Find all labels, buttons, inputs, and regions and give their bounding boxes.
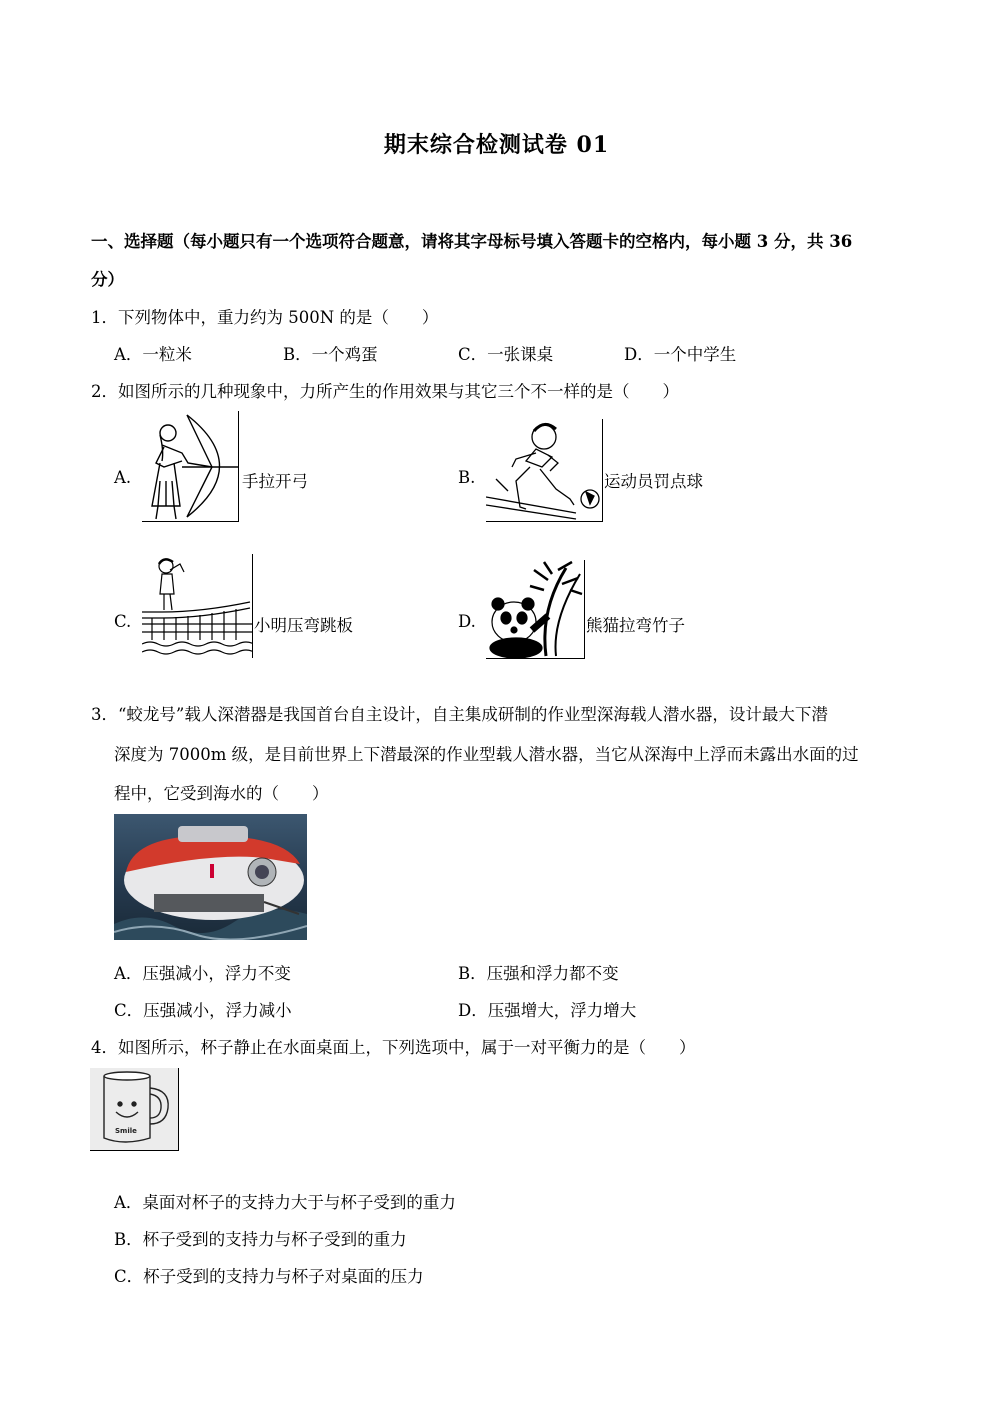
submersible-photo bbox=[114, 814, 307, 940]
panda-image bbox=[486, 560, 585, 659]
q4-option-a: A．桌面对杯子的支持力大于与杯子受到的重力 bbox=[114, 1193, 456, 1212]
q2-option-d-caption: 熊猫拉弯竹子 bbox=[586, 616, 685, 635]
q2-option-a-letter: A. bbox=[114, 468, 132, 487]
mug-image bbox=[90, 1068, 179, 1151]
page-title: 期末综合检测试卷 01 bbox=[383, 132, 610, 158]
panda-drawing bbox=[486, 560, 584, 658]
section-heading-cont: 分） bbox=[91, 270, 124, 289]
q3-option-b: B．压强和浮力都不变 bbox=[458, 964, 619, 983]
q3-option-a: A．压强减小，浮力不变 bbox=[114, 964, 291, 983]
q2-option-b-caption: 运动员罚点球 bbox=[604, 472, 703, 491]
archer-drawing bbox=[142, 411, 238, 521]
mug-text: Smile bbox=[115, 1127, 137, 1135]
q4-option-c: C．杯子受到的支持力与杯子对桌面的压力 bbox=[114, 1267, 424, 1286]
section-heading: 一、选择题（每小题只有一个选项符合题意，请将其字母标号填入答题卡的空格内，每小题 3 分，共 36 bbox=[91, 232, 853, 251]
mug-drawing bbox=[90, 1068, 178, 1150]
q1-option-d: D．一个中学生 bbox=[624, 345, 737, 364]
question-2-stem: 2．如图所示的几种现象中，力所产生的作用效果与其它三个不一样的是（ ） bbox=[91, 382, 679, 401]
q2-option-a-caption: 手拉开弓 bbox=[242, 472, 308, 491]
q3-option-d: D．压强增大，浮力增大 bbox=[458, 1001, 637, 1020]
q1-option-a: A．一粒米 bbox=[114, 345, 192, 364]
question-3-stem: 3．“蛟龙号”载人深潜器是我国首台自主设计，自主集成研制的作业型深海载人潜水器，设计最大下潜 bbox=[91, 705, 828, 724]
question-3-stem-line3: 程中，它受到海水的（ ） bbox=[114, 784, 329, 803]
submersible-drawing bbox=[114, 814, 307, 940]
footballer-drawing bbox=[486, 419, 602, 521]
question-1-stem: 1．下列物体中，重力约为 500N 的是（ ） bbox=[91, 308, 439, 327]
diving-board-image bbox=[142, 554, 253, 658]
footballer-image bbox=[486, 419, 603, 522]
q2-option-c-caption: 小明压弯跳板 bbox=[254, 616, 353, 635]
question-3-stem-line2: 深度为 7000m 级，是目前世界上下潜最深的作业型载人潜水器，当它从深海中上浮而未露出水面的过 bbox=[114, 745, 859, 764]
q2-option-d-letter: D. bbox=[458, 612, 476, 631]
question-4-stem: 4．如图所示，杯子静止在水面桌面上，下列选项中，属于一对平衡力的是（ ） bbox=[91, 1038, 696, 1057]
q2-option-c-letter: C. bbox=[114, 612, 132, 631]
diving-board-drawing bbox=[142, 554, 252, 658]
q1-option-c: C．一张课桌 bbox=[458, 345, 554, 364]
archer-image bbox=[142, 411, 239, 522]
q4-option-b: B．杯子受到的支持力与杯子受到的重力 bbox=[114, 1230, 407, 1249]
q2-option-b-letter: B. bbox=[458, 468, 476, 487]
q1-option-b: B．一个鸡蛋 bbox=[283, 345, 378, 364]
q3-option-c: C．压强减小，浮力减小 bbox=[114, 1001, 292, 1020]
